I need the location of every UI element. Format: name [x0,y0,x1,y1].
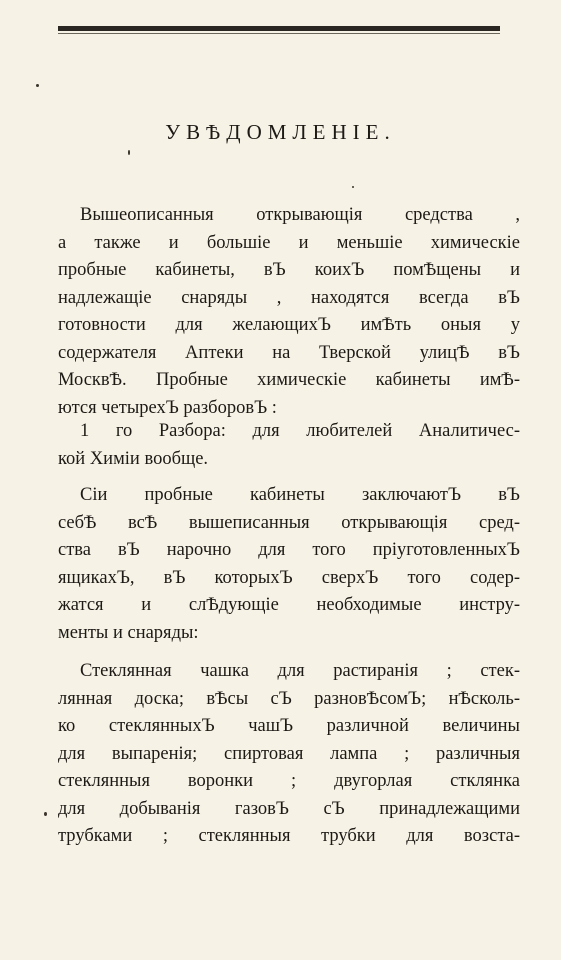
ink-speck [352,186,354,188]
text-line: ко стеклянныхЪ чашЪ различной величины [58,716,520,736]
text-line: ются четырехЪ разборовЪ : [58,397,277,418]
top-rule-thick [58,26,500,31]
text-line: для добыванія газовЪ сЪ принадлежащими [58,798,520,819]
paragraph-1 [58,202,520,422]
ink-speck [36,84,39,87]
paragraph-2 [58,418,520,473]
text-line: а также и большіе и меньшіе химическіе [58,232,520,253]
text-line: 1 го Разбора: для любителей Аналитичес- [80,421,520,441]
text-line: трубками ; стеклянныя трубки для возста- [58,826,520,846]
text-line: содержателя Аптеки на Тверской улицѢ вЪ [58,342,520,363]
paragraph-4 [58,658,520,851]
text-line: лянная доска; вѢсы сЪ разновѢсомЪ; нѢсколь- [58,688,520,709]
text-line: менты и снаряды: [58,622,199,643]
text-line: надлежащіе снаряды , находятся всегда вЪ [58,287,520,308]
text-line: готовности для желающихЪ имѢть оныя у [58,315,520,335]
text-line: ящикахЪ, вЪ которыхЪ сверхЪ того содер- [58,567,520,588]
text-line: для выпаренія; спиртовая лампа ; различныя [58,743,520,764]
ink-speck [128,150,130,155]
paragraph-3 [58,482,520,647]
text-line: пробные кабинеты, вЪ коихЪ помѢщены и [58,260,520,280]
top-rule-thin [58,33,500,34]
text-line: ства вЪ нарочно для того пріуготовленныхЪ [58,540,520,560]
page-title: УВѢДОМЛЕНІЕ. [165,120,396,144]
ink-speck [44,812,47,816]
text-line: Вышеописанныя открывающія средства , [80,205,520,225]
text-line: Стеклянная чашка для растиранія ; стек- [80,661,520,681]
text-line: себѢ всѢ вышеписанныя открывающія сред- [58,512,520,533]
text-line: стеклянныя воронки ; двугорлая стклянка [58,771,520,791]
text-line: Сіи пробные кабинеты заключаютЪ вЪ [80,485,520,505]
text-line: МосквѢ. Пробные химическіе кабинеты имѢ- [58,370,520,390]
text-line: кой Химіи вообще. [58,448,209,469]
text-line: жатся и слѢдующіе необходимые инстру- [58,595,520,615]
